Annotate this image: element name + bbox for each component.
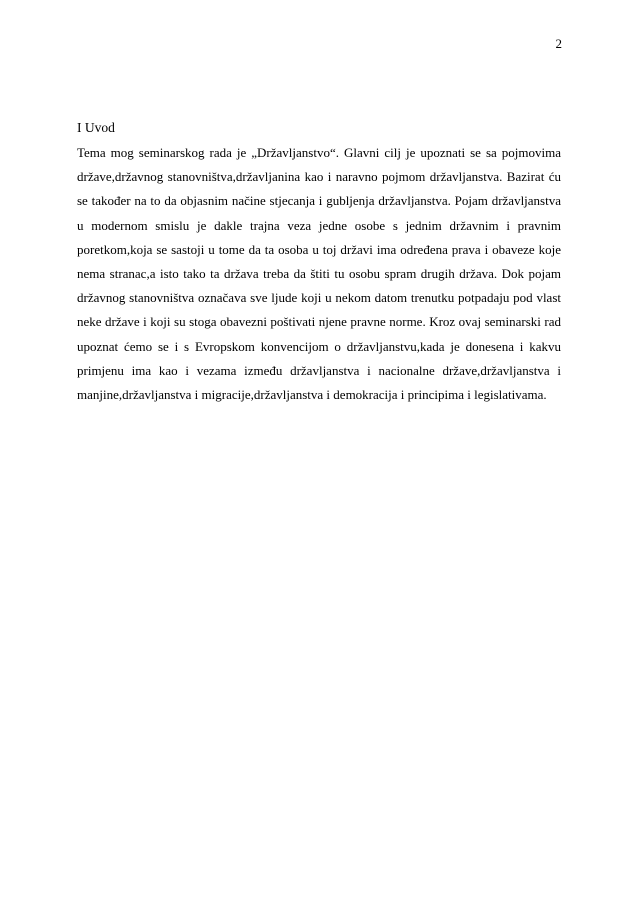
section-heading: I Uvod — [77, 120, 115, 135]
page-number: 2 — [555, 36, 562, 51]
introduction-paragraph: Tema mog seminarskog rada je „Državljanstvo“. Glavni cilj je upoznati se sa pojmovima države,državnog stanovništva,državljanina kao i naravno pojmom državljanstva. Bazirat ću se također na to da objasnim načine stjecanja i gubljenja državljanstva. Pojam državljanstva u modernom smislu je dakle trajna veza jedne osobe s jednim državnim i pravnim poretkom,koja se sastoji u tome da ta osoba u toj državi ima određena prava i obaveze koje nema stranac,a isto tako ta država treba da štiti tu osobu spram drugih država. Dok pojam državnog stanovništva označava sve ljude koji u nekom datom trenutku potpadaju pod vlast neke države i koji su stoga obavezni poštivati njene pravne norme. Kroz ovaj seminarski rad upoznat ćemo se i s Evropskom konvencijom o državljanstvu,kada je donesena i kakvu primjenu ima kao i vezama između državljanstva i nacionalne države,državljanstva i manjine,državljanstva i migracije,državljanstva i demokracija i principima i legislativama. — [77, 145, 561, 403]
document-content — [77, 120, 561, 407]
